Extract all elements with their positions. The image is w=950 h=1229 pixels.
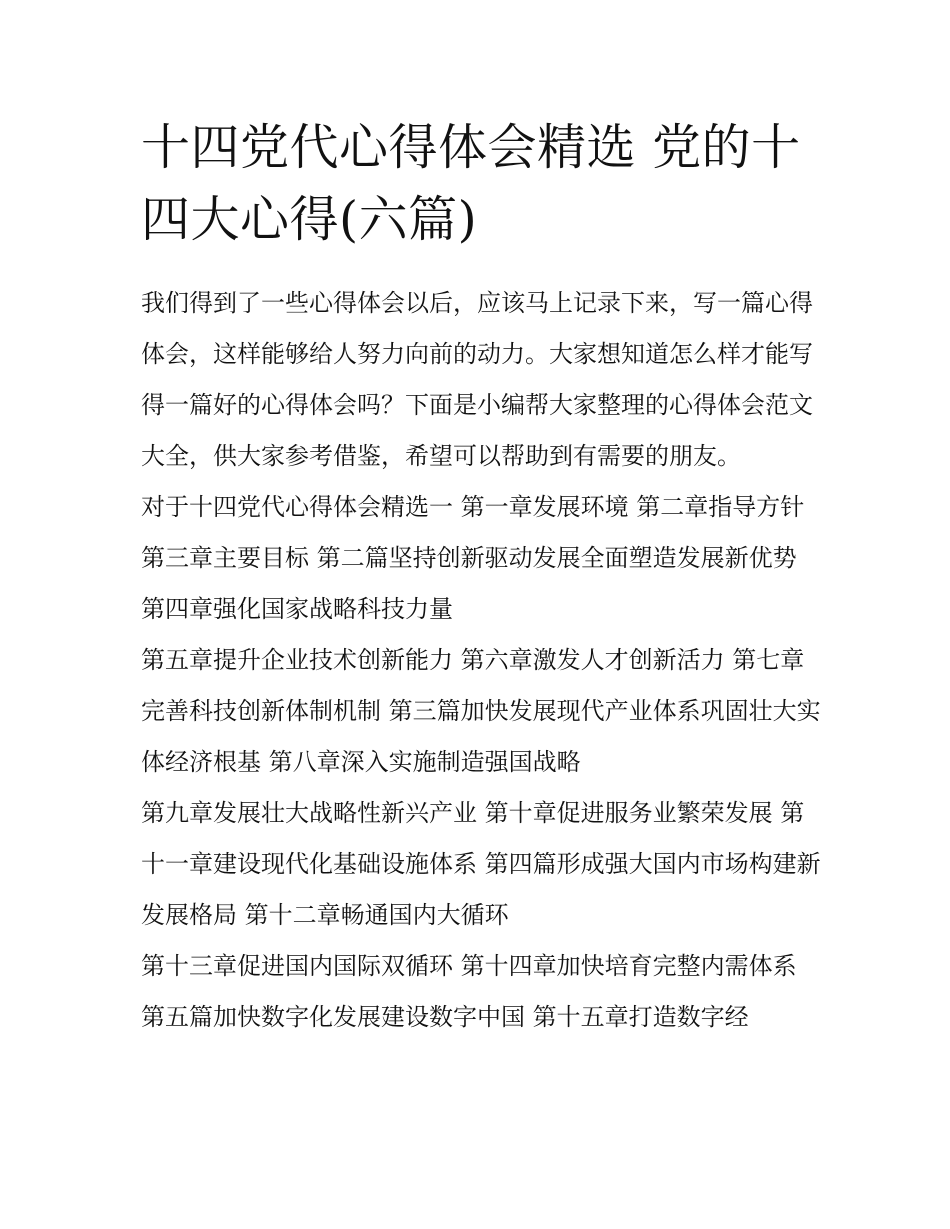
chapter-list-paragraph-2: 第五章提升企业技术创新能力 第六章激发人才创新活力 第七章完善科技创新体制机制 第三篇加快发展现代产业体系巩固壮大实体经济根基 第八章深入实施制造强国战略 xyxy=(141,646,821,776)
document-page xyxy=(141,112,821,1043)
chapter-list-paragraph-1: 对于十四党代心得体会精选一 第一章发展环境 第二章指导方针 第三章主要目标 第二篇坚持创新驱动发展全面塑造发展新优势 第四章强化国家战略科技力量 xyxy=(141,493,805,623)
chapter-list-paragraph-3: 第九章发展壮大战略性新兴产业 第十章促进服务业繁荣发展 第十一章建设现代化基础设施体系 第四篇形成强大国内市场构建新发展格局 第十二章畅通国内大循环 xyxy=(141,799,821,929)
chapter-list-paragraph-4: 第十三章促进国内国际双循环 第十四章加快培育完整内需体系 第五篇加快数字化发展建设数字中国 第十五章打造数字经 xyxy=(141,952,797,1031)
intro-paragraph: 我们得到了一些心得体会以后，应该马上记录下来，写一篇心得体会，这样能够给人努力向前的动力。大家想知道怎么样才能写得一篇好的心得体会吗？下面是小编帮大家整理的心得体会范文大全，供大家参考借鉴，希望可以帮助到有需要的朋友。 xyxy=(141,289,813,470)
document-title: 十四党代心得体会精选 党的十四大心得(六篇) xyxy=(141,119,801,248)
